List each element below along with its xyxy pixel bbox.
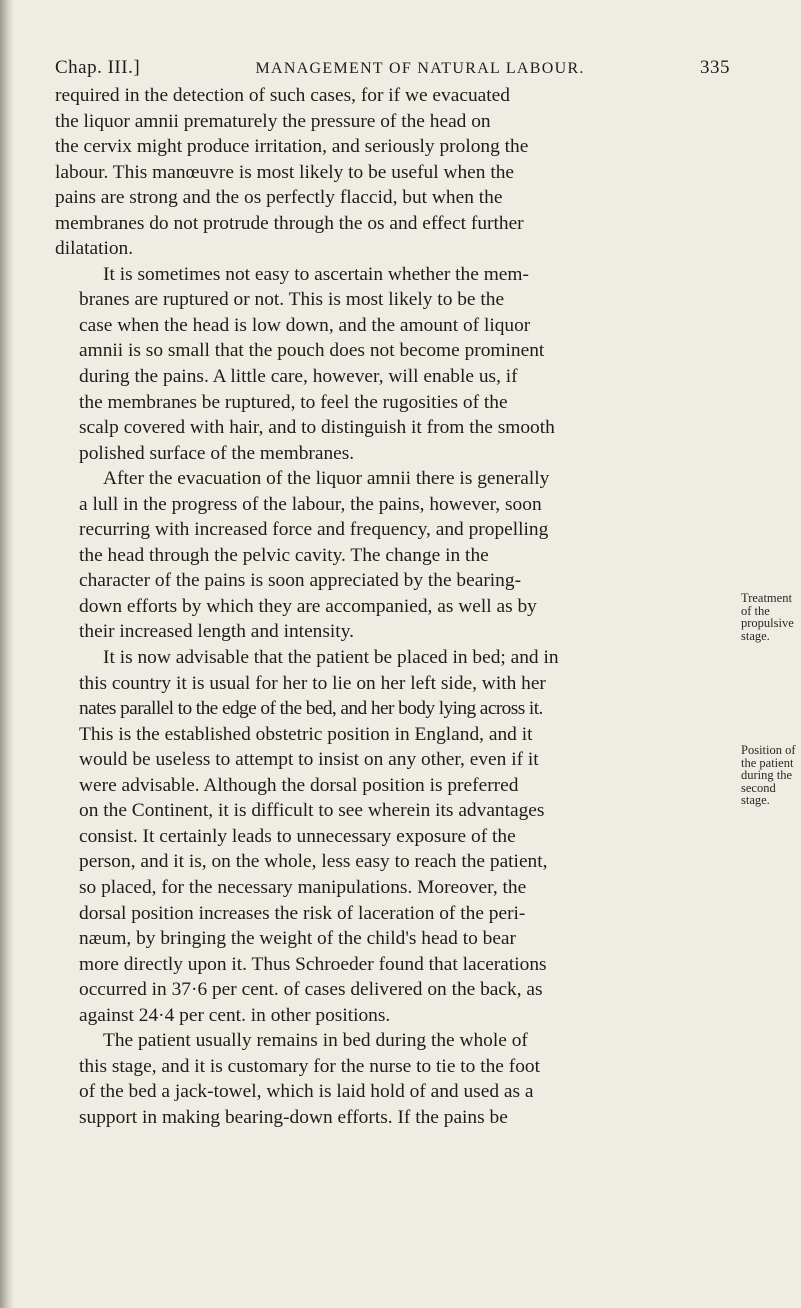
text-line: It is now advisable that the patient be placed in bed; and in xyxy=(103,647,559,669)
text-line: the membranes be ruptured, to feel the rugosities of the xyxy=(79,391,508,413)
text-line: required in the detection of such cases, for if we evacuated xyxy=(55,85,510,106)
margin-note-treatment xyxy=(741,592,801,642)
paragraph xyxy=(55,262,735,466)
text-line: occurred in 37·6 per cent. of cases delivered on the back, as xyxy=(79,979,543,1001)
margin-note-line: Position of xyxy=(741,743,796,757)
margin-note-line: second xyxy=(741,780,776,795)
text-line: more directly upon it. Thus Schroeder found that lacerations xyxy=(79,953,547,975)
text-line: polished surface of the membranes. xyxy=(79,442,355,464)
text-line: This is the established obstetric position in England, and it xyxy=(79,723,533,745)
paragraph xyxy=(55,645,735,1028)
text-line: person, and it is, on the whole, less easy to reach the patient, xyxy=(79,851,548,873)
text-line: næum, by bringing the weight of the child's head to bear xyxy=(79,928,516,950)
text-line: support in making bearing-down efforts. If the pains be xyxy=(79,1106,508,1128)
text-line: scalp covered with hair, and to distinguish it from the smooth xyxy=(79,417,555,439)
text-line: the liquor amnii prematurely the pressure of the head on xyxy=(55,110,491,132)
paragraph xyxy=(55,1028,735,1130)
text-line: this stage, and it is customary for the nurse to tie to the foot xyxy=(79,1055,540,1077)
margin-note-line: stage. xyxy=(741,628,770,643)
text-line: consist. It certainly leads to unnecessary exposure of the xyxy=(79,825,516,847)
text-line: branes are ruptured or not. This is most likely to be the xyxy=(79,289,505,311)
text-line: amnii is so small that the pouch does not become prominent xyxy=(79,340,545,362)
running-title: MANAGEMENT OF NATURAL LABOUR. xyxy=(255,60,585,77)
chapter-label: Chap. III.] xyxy=(55,57,141,78)
text-line: were advisable. Although the dorsal position is preferred xyxy=(79,774,519,796)
body-text xyxy=(55,83,735,1130)
text-line: the cervix might produce irritation, and seriously prolong the xyxy=(55,136,529,158)
text-line: case when the head is low down, and the amount of liquor xyxy=(79,314,531,336)
text-line: this country it is usual for her to lie on her left side, with her xyxy=(79,672,546,694)
margin-note-line: stage. xyxy=(741,793,770,807)
page-gutter-shadow xyxy=(0,0,14,1308)
text-line: on the Continent, it is difficult to see wherein its advantages xyxy=(79,800,545,822)
text-line: the head through the pelvic cavity. The change in the xyxy=(79,544,489,566)
margin-note-line: propulsive xyxy=(741,616,794,630)
text-line: would be useless to attempt to insist on any other, even if it xyxy=(79,749,539,771)
text-line: The patient usually remains in bed during the whole of xyxy=(103,1030,528,1052)
text-line: their increased length and intensity. xyxy=(79,621,354,643)
margin-note-line: during the xyxy=(741,768,793,782)
text-line: After the evacuation of the liquor amnii there is generally xyxy=(103,468,550,490)
margin-note-line: the patient xyxy=(741,755,794,770)
text-line: of the bed a jack-towel, which is laid hold of and used as a xyxy=(79,1081,534,1103)
text-line: It is sometimes not easy to ascertain whether the mem- xyxy=(103,263,529,285)
text-line: dorsal position increases the risk of laceration of the peri- xyxy=(79,902,526,924)
running-header xyxy=(55,57,730,79)
text-line: against 24·4 per cent. in other positions. xyxy=(79,1004,391,1026)
text-line: pains are strong and the os perfectly flaccid, but when the xyxy=(55,187,503,209)
margin-note-line: Treatment xyxy=(741,591,792,605)
text-line: so placed, for the necessary manipulations. Moreover, the xyxy=(79,876,527,898)
paragraph xyxy=(55,466,735,645)
margin-note-line: of the xyxy=(741,603,770,618)
text-line: character of the pains is soon appreciated by the bearing- xyxy=(79,570,522,592)
text-line: nates parallel to the edge of the bed, and her body lying across it. xyxy=(79,698,543,720)
page-number: 335 xyxy=(700,57,730,78)
text-line: down efforts by which they are accompanied, as well as by xyxy=(79,595,537,617)
text-line: a lull in the progress of the labour, the pains, however, soon xyxy=(79,493,542,515)
margin-note-position xyxy=(741,744,801,807)
text-line: labour. This manœuvre is most likely to be useful when the xyxy=(55,161,515,183)
text-line: membranes do not protrude through the os and effect further xyxy=(55,212,524,234)
paragraph xyxy=(55,83,735,262)
text-line: dilatation. xyxy=(55,238,134,260)
text-line: during the pains. A little care, however, will enable us, if xyxy=(79,366,518,388)
text-line: recurring with increased force and frequency, and propelling xyxy=(79,519,549,541)
